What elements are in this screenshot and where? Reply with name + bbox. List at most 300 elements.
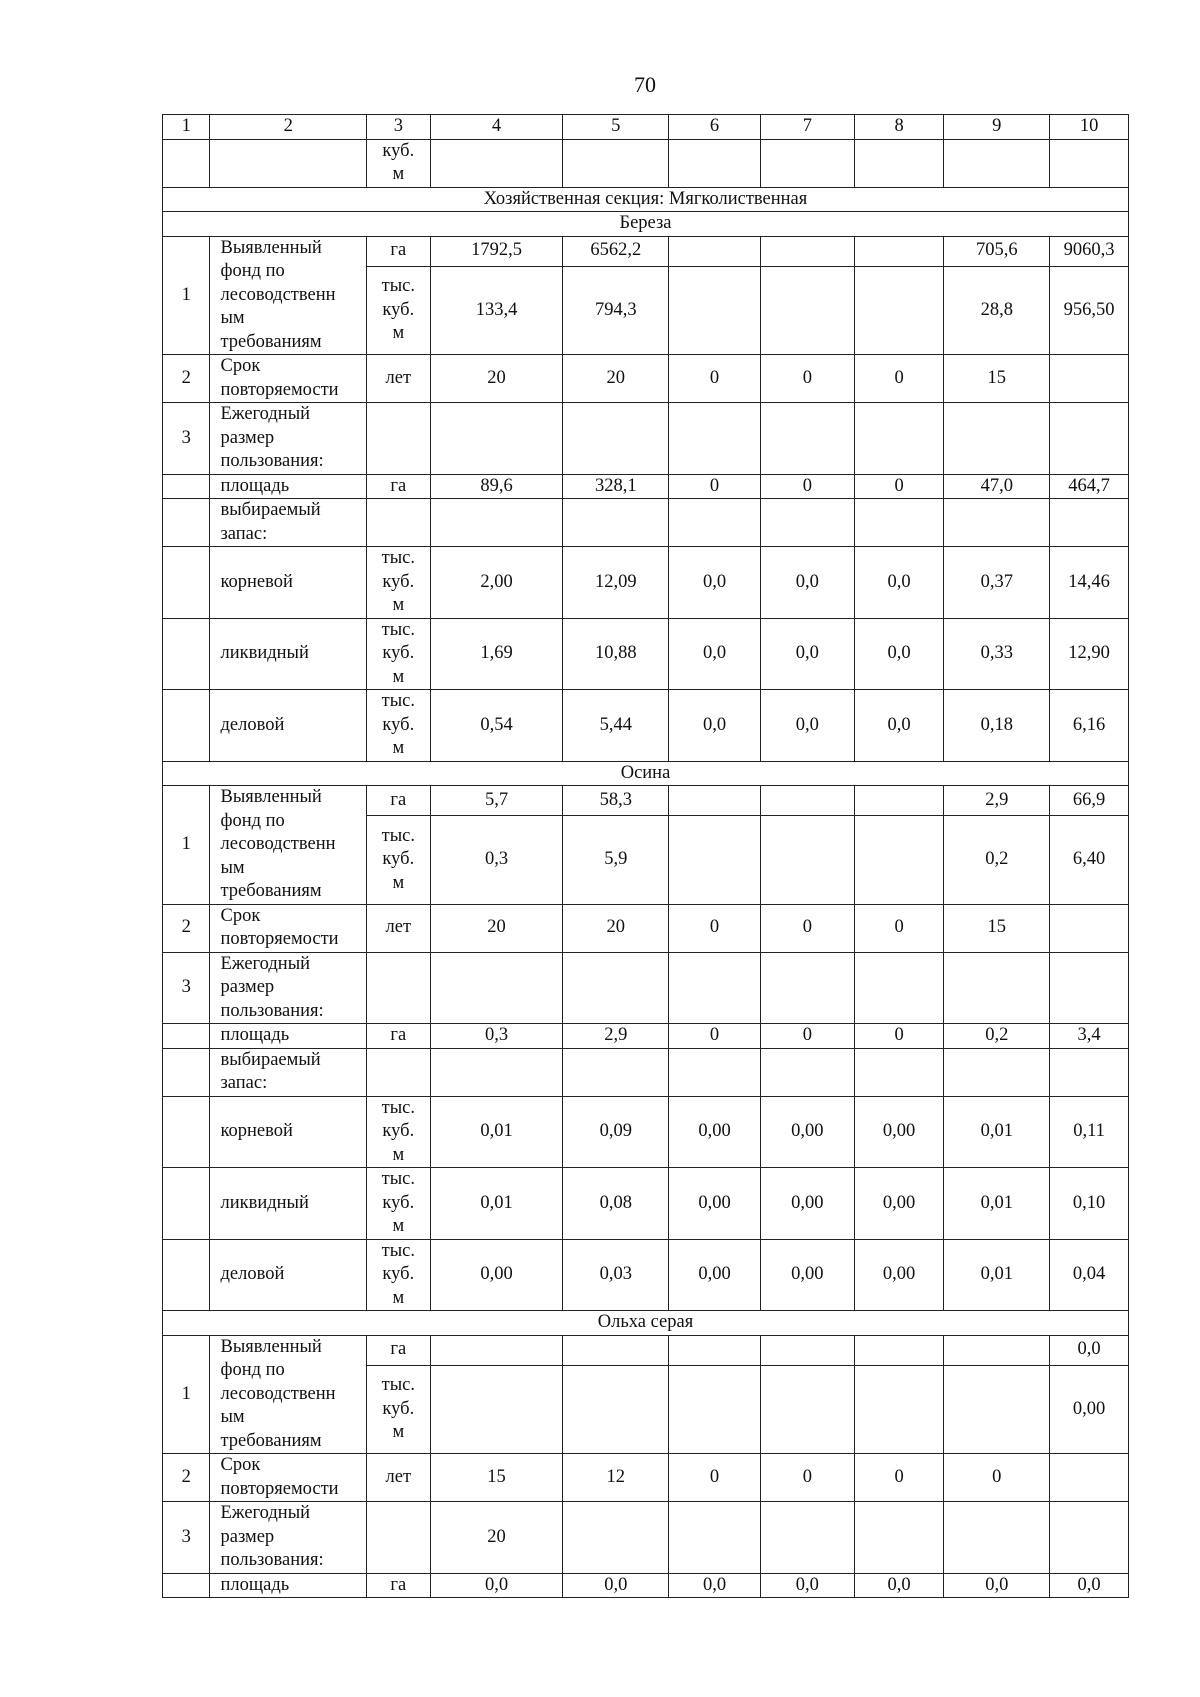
value-cell: 0,3 [430,1024,563,1049]
row-number: 1 [163,786,210,905]
value-cell: 0,00 [854,1239,944,1311]
value-cell: 10,88 [563,618,669,690]
value-cell [1050,904,1129,952]
value-cell: 0 [760,1454,854,1502]
cell-line: м [392,323,405,344]
value-cell: 0 [760,355,854,403]
cell-line: ым [220,308,245,328]
species-row [163,761,1129,786]
value-cell [854,266,944,354]
value-cell: 89,6 [430,474,563,499]
row-label: деловой [210,1239,367,1311]
row-number: 2 [163,1454,210,1502]
unit-text: куб. [382,140,415,161]
value-cell [430,403,563,475]
cell-line: тыс. [381,1097,415,1118]
value-cell [669,266,761,354]
row-label: ликвидный [210,1168,367,1240]
value-cell: 0 [669,474,761,499]
cell-line: тыс. [381,1169,415,1189]
value-cell: 0,00 [669,1096,761,1168]
value-cell: 0,04 [1050,1239,1129,1311]
cell-line: куб. [382,1192,415,1213]
cell-line: требованиям [220,331,322,352]
cell-line: лесоводственн [220,834,336,854]
row-number: 2 [163,904,210,952]
header-cell: 1 [163,115,210,140]
row-label: корневой [210,547,367,619]
cell-line: размер [220,427,275,448]
value-cell: 5,44 [563,690,669,762]
value-cell: 12,90 [1050,618,1129,690]
cell-line: тыс. [381,619,415,640]
row-label [210,355,367,403]
unit-cell: лет [366,355,430,403]
value-cell: 0,0 [854,547,944,619]
value-cell: 5,7 [430,786,563,816]
table-row [163,786,1129,816]
value-cell: 0,0 [669,547,761,619]
unit-cell: га [366,1335,430,1365]
value-cell: 0,01 [944,1239,1050,1311]
cell-line: м [392,1422,405,1443]
value-cell: 0,0 [563,1573,669,1598]
header-cell: 2 [210,115,367,140]
table-row [163,547,1129,619]
value-cell [760,1502,854,1574]
value-cell: 328,1 [563,474,669,499]
value-cell: 0,0 [1050,1335,1129,1365]
value-cell: 0,10 [1050,1168,1129,1240]
row-number: 1 [163,1335,210,1454]
value-cell: 2,00 [430,547,563,619]
value-cell: 14,46 [1050,547,1129,619]
row-label [210,1048,367,1096]
value-cell: 794,3 [563,266,669,354]
cell-line: м [392,1216,405,1236]
value-cell: 66,9 [1050,786,1129,816]
value-cell: 0,0 [669,1573,761,1598]
row-label: ликвидный [210,618,367,690]
value-cell: 0,0 [760,618,854,690]
value-cell: 20 [563,904,669,952]
cell-line: м [392,1287,405,1308]
species-name: Ольха серая [163,1311,1129,1336]
cell-line: м [392,1144,405,1165]
unit-cell [366,403,430,475]
value-cell: 705,6 [944,236,1050,266]
table-row [163,690,1129,762]
cell-line: Ежегодный [220,404,311,424]
cell-line: фонд по [220,810,285,831]
value-cell: 20 [563,355,669,403]
row-label [210,786,367,905]
value-cell: 0,01 [944,1168,1050,1240]
row-label: площадь [210,1024,367,1049]
unit-cell: га [366,236,430,266]
value-cell [944,1502,1050,1574]
value-cell [669,1335,761,1365]
value-cell [1050,355,1129,403]
table-row [163,1024,1129,1049]
unit-cell: га [366,786,430,816]
value-cell [760,236,854,266]
value-cell [1050,403,1129,475]
value-cell [1050,952,1129,1024]
header-cell: 4 [430,115,563,140]
value-cell: 0 [854,474,944,499]
value-cell: 0,3 [430,816,563,904]
row-label [210,952,367,1024]
unit-cell: га [366,474,430,499]
value-cell: 2,9 [563,1024,669,1049]
table-row [163,1096,1129,1168]
value-cell: 15 [944,904,1050,952]
table-row [163,474,1129,499]
value-cell [563,1502,669,1574]
row-label [210,1335,367,1454]
cell-line: выбираемый [220,1049,321,1070]
table-row [163,618,1129,690]
row-label [210,499,367,547]
cell-line: фонд по [220,261,285,281]
table-row [163,1454,1129,1502]
value-cell [563,952,669,1024]
header-row [163,115,1129,140]
cell-line: фонд по [220,1360,285,1380]
header-cell: 8 [854,115,944,140]
value-cell [669,403,761,475]
value-cell: 20 [430,1502,563,1574]
value-cell: 12,09 [563,547,669,619]
value-cell: 28,8 [944,266,1050,354]
unit-cell [366,547,430,619]
unit-cell [366,1365,430,1453]
value-cell [760,403,854,475]
cell-line: м [392,595,405,615]
table-body [163,115,1129,1598]
value-cell: 0,01 [944,1096,1050,1168]
value-cell [669,786,761,816]
cell-line: запас: [220,523,268,544]
row-number: 3 [163,403,210,475]
table-row [163,1168,1129,1240]
value-cell: 0 [944,1454,1050,1502]
value-cell [430,1335,563,1365]
cell-line: Срок [220,356,261,376]
value-cell: 0 [854,904,944,952]
cell-line: Срок [220,1455,261,1475]
cell-line: повторяемости [220,379,339,400]
value-cell: 0,0 [944,1573,1050,1598]
continuation-row [163,139,1129,187]
value-cell: 0,0 [854,690,944,762]
unit-cell [366,952,430,1024]
value-cell: 0,18 [944,690,1050,762]
value-cell: 20 [430,355,563,403]
cell-line: пользования: [220,451,324,471]
value-cell [854,236,944,266]
cell-line: куб. [382,1121,415,1141]
cell-line: Срок [220,905,261,926]
unit-cell [366,139,430,187]
header-cell: 9 [944,115,1050,140]
value-cell: 0,00 [430,1239,563,1311]
unit-cell: лет [366,1454,430,1502]
cell-line: повторяемости [220,929,339,949]
table-row [163,403,1129,475]
value-cell: 6,16 [1050,690,1129,762]
value-cell [430,952,563,1024]
cell-line: куб. [382,299,415,320]
table-row [163,236,1129,266]
value-cell: 0,0 [760,690,854,762]
value-cell [760,952,854,1024]
value-cell [854,816,944,904]
row-number: 1 [163,236,210,355]
section-title: Хозяйственная секция: Мягколиственная [163,187,1129,212]
row-label [210,403,367,475]
value-cell [854,786,944,816]
table-row [163,952,1129,1024]
table-row [163,904,1129,952]
cell-line: тыс. [381,1375,415,1396]
value-cell [944,952,1050,1024]
cell-line: тыс. [381,548,415,568]
value-cell [563,1335,669,1365]
value-cell: 0 [669,1454,761,1502]
value-cell [854,1365,944,1453]
value-cell: 6,40 [1050,816,1129,904]
value-cell: 15 [430,1454,563,1502]
value-cell: 0,33 [944,618,1050,690]
cell-line: Ежегодный [220,1503,311,1523]
cell-line: Выявленный [220,237,322,258]
value-cell: 0,0 [854,1573,944,1598]
unit-cell: га [366,1024,430,1049]
species-name: Береза [163,212,1129,237]
cell-line: выбираемый [220,500,321,520]
cell-line: куб. [382,1398,415,1419]
cell-line: ым [220,1407,245,1427]
value-cell: 133,4 [430,266,563,354]
table-row [163,1335,1129,1365]
value-cell [760,816,854,904]
cell-line: куб. [382,643,415,663]
value-cell: 0,00 [669,1239,761,1311]
value-cell: 1,69 [430,618,563,690]
value-cell: 0,00 [760,1239,854,1311]
value-cell [854,952,944,1024]
unit-cell [366,1239,430,1311]
header-cell: 6 [669,115,761,140]
value-cell [1050,1502,1129,1574]
value-cell: 0,00 [760,1168,854,1240]
unit-cell [366,1168,430,1240]
row-label: деловой [210,690,367,762]
value-cell: 1792,5 [430,236,563,266]
value-cell [1050,1454,1129,1502]
value-cell [944,1335,1050,1365]
row-label [210,1502,367,1574]
forest-use-table [162,114,1129,1598]
cell-line: Ежегодный [220,953,311,974]
unit-cell [366,1096,430,1168]
row-number: 3 [163,1502,210,1574]
cell-line: тыс. [381,276,415,297]
row-label: площадь [210,474,367,499]
value-cell: 0,00 [1050,1365,1129,1453]
value-cell [854,1335,944,1365]
value-cell: 0,0 [669,690,761,762]
value-cell: 0,0 [1050,1573,1129,1598]
unit-cell: га [366,1573,430,1598]
value-cell: 0 [760,904,854,952]
species-row [163,1311,1129,1336]
value-cell: 0,2 [944,816,1050,904]
value-cell [669,1365,761,1453]
unit-cell [366,618,430,690]
value-cell [563,403,669,475]
section-row [163,187,1129,212]
value-cell [760,1365,854,1453]
cell-line: повторяемости [220,1478,339,1499]
value-cell: 58,3 [563,786,669,816]
cell-line: тыс. [381,825,415,846]
table-row [163,1502,1129,1574]
value-cell [944,403,1050,475]
species-row [163,212,1129,237]
value-cell: 0 [760,1024,854,1049]
cell-line: требованиям [220,881,322,901]
cell-line: куб. [382,571,415,592]
cell-line: куб. [382,849,415,870]
value-cell: 0,0 [760,547,854,619]
value-cell: 0,0 [854,618,944,690]
cell-line: ым [220,857,245,878]
value-cell: 0 [854,355,944,403]
value-cell: 0,54 [430,690,563,762]
value-cell: 0,01 [430,1096,563,1168]
unit-cell [366,690,430,762]
cell-line: куб. [382,714,415,735]
table-row [163,1573,1129,1598]
value-cell [944,1365,1050,1453]
value-cell: 0,37 [944,547,1050,619]
value-cell: 956,50 [1050,266,1129,354]
cell-line: требованиям [220,1430,322,1451]
value-cell: 464,7 [1050,474,1129,499]
table-row [163,355,1129,403]
value-cell [760,1335,854,1365]
value-cell: 0,08 [563,1168,669,1240]
cell-line: лесоводственн [220,1383,336,1404]
row-label: площадь [210,1573,367,1598]
species-name: Осина [163,761,1129,786]
value-cell [669,952,761,1024]
table-row [163,1048,1129,1096]
value-cell: 0,03 [563,1239,669,1311]
value-cell: 0 [760,474,854,499]
unit-cell [366,1502,430,1574]
value-cell [563,1365,669,1453]
cell-line: м [392,872,405,893]
header-cell: 10 [1050,115,1129,140]
value-cell [669,236,761,266]
page-number: 70 [634,72,656,97]
value-cell [854,1502,944,1574]
value-cell: 0 [669,355,761,403]
table-row [163,1239,1129,1311]
cell-line: пользования: [220,1000,324,1021]
unit-text: м [392,164,405,184]
value-cell: 0 [669,904,761,952]
value-cell: 9060,3 [1050,236,1129,266]
value-cell: 0,00 [760,1096,854,1168]
value-cell [430,1365,563,1453]
row-label [210,904,367,952]
cell-line: куб. [382,1264,415,1284]
cell-line: пользования: [220,1550,324,1570]
row-number: 3 [163,952,210,1024]
row-label [210,236,367,355]
unit-cell: лет [366,904,430,952]
value-cell: 0,00 [854,1096,944,1168]
value-cell: 20 [430,904,563,952]
value-cell: 47,0 [944,474,1050,499]
value-cell: 2,9 [944,786,1050,816]
value-cell: 0,0 [430,1573,563,1598]
value-cell [760,266,854,354]
value-cell [669,816,761,904]
cell-line: м [392,666,405,687]
header-cell: 3 [366,115,430,140]
row-number: 2 [163,355,210,403]
cell-line: Выявленный [220,787,322,807]
unit-cell [366,266,430,354]
cell-line: размер [220,977,275,997]
value-cell: 0,2 [944,1024,1050,1049]
value-cell: 0,00 [854,1168,944,1240]
value-cell: 0 [854,1024,944,1049]
value-cell: 0 [854,1454,944,1502]
header-cell: 7 [760,115,854,140]
cell-line: тыс. [381,691,415,711]
cell-line: м [392,738,405,758]
value-cell [669,1502,761,1574]
cell-line: Выявленный [220,1336,322,1357]
unit-cell [366,816,430,904]
row-label: корневой [210,1096,367,1168]
row-label [210,1454,367,1502]
header-cell: 5 [563,115,669,140]
cell-line: размер [220,1526,275,1547]
value-cell [854,403,944,475]
value-cell: 0,0 [760,1573,854,1598]
cell-line: тыс. [381,1240,415,1261]
value-cell [760,786,854,816]
value-cell: 0,0 [669,618,761,690]
value-cell: 12 [563,1454,669,1502]
value-cell: 0 [669,1024,761,1049]
value-cell: 0,00 [669,1168,761,1240]
cell-line: запас: [220,1073,268,1093]
value-cell: 0,01 [430,1168,563,1240]
value-cell: 3,4 [1050,1024,1129,1049]
cell-line: лесоводственн [220,284,336,305]
value-cell: 0,11 [1050,1096,1129,1168]
value-cell: 5,9 [563,816,669,904]
